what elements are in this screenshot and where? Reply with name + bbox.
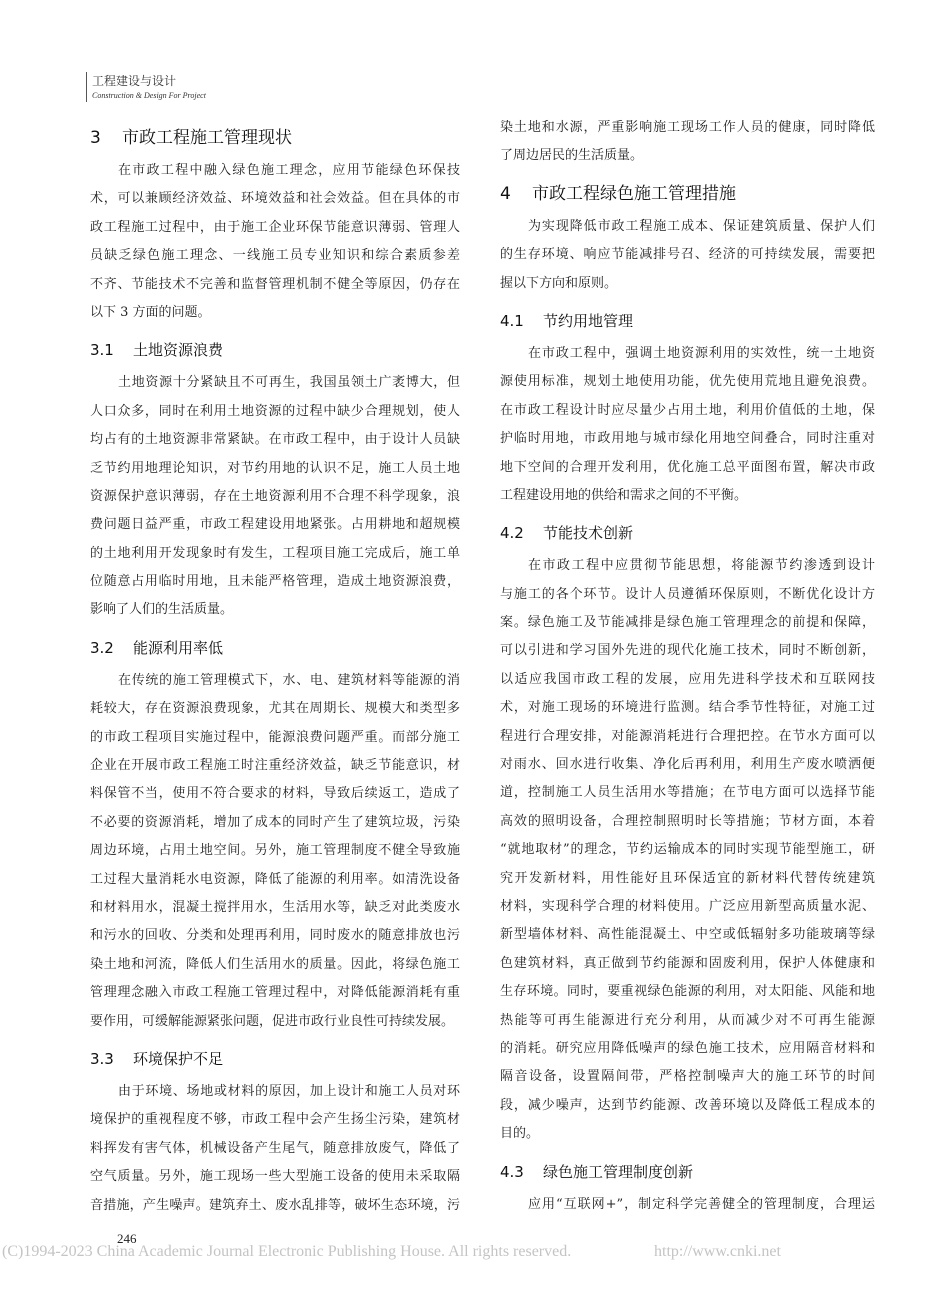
paragraph-line: 新型墙体材料、高性能混凝土、中空或低辐射多功能玻璃等绿 [500, 927, 875, 943]
subsection-heading [500, 1157, 875, 1187]
paragraph-line: 的市政工程项目实施过程中，能源浪费问题严重。而部分施工 [90, 729, 460, 745]
paragraph-line: 工程建设用地的供给和需求之间的不平衡。 [500, 487, 748, 503]
paragraph-line: 的生存环境、响应节能减排号召、经济的可持续发展，需要把 [500, 247, 875, 263]
subsection-number: 4.3 [500, 1162, 524, 1181]
right-column [500, 114, 875, 1219]
section-number: 4 [500, 183, 511, 204]
subsection-number: 4.2 [500, 524, 524, 543]
paragraph [500, 340, 875, 510]
copyright-footer [0, 1241, 950, 1263]
paragraph-line: 位随意占用临时用地，且未能严格管理，造成土地资源浪费， [90, 574, 460, 590]
subsection-title: 绿色施工管理制度创新 [543, 1162, 694, 1181]
page-number: 246 [117, 1231, 137, 1246]
paragraph-line: 道，控制施工人员生活用水等措施；在节电方面可以选择节能 [500, 785, 875, 801]
paragraph-line: 要作用，可缓解能源紧张问题，促进市政行业良性可持续发展。 [90, 1013, 455, 1029]
paragraph-line: 地下空间的合理开发利用，优化施工总平面图布置，解决市政 [500, 459, 875, 475]
paragraph-line: 热能等可再生能源进行充分利用，从而减少对不可再生能源 [500, 1012, 875, 1028]
paragraph-line: 以适应我国市政工程的发展，应用先进科学技术和互联网技 [500, 671, 875, 687]
paragraph-line: 色建筑材料，真正做到节约能源和固废利用，保护人体健康和 [500, 955, 875, 971]
paragraph-line: 人口众多，同时在利用土地资源的过程中缺少合理规划，使人 [90, 403, 460, 419]
subsection-title: 节约用地管理 [543, 311, 634, 330]
paragraph [500, 114, 875, 171]
paragraph-line: 在市政工程中应贯彻节能思想，将能源节约渗透到设计 [528, 558, 875, 574]
subsection-heading [500, 306, 875, 336]
paragraph-line: 对雨水、回水进行收集、净化后再利用，利用生产废水喷洒便 [500, 757, 875, 773]
paragraph-line: 目的。 [500, 1126, 540, 1142]
paragraph-line: 境保护的重视程度不够，市政工程中会产生扬尘污染，建筑材 [90, 1112, 460, 1128]
journal-title-cn: 工程建设与设计 [92, 74, 177, 88]
paragraph-line: 应用“互联网+”，制定科学完善健全的管理制度，合理运 [528, 1196, 875, 1212]
paragraph-line: 音措施，产生噪声。建筑弃土、废水乱排等，破坏生态环境，污 [90, 1197, 460, 1213]
paragraph [90, 1078, 460, 1220]
subsection-number: 4.1 [500, 311, 524, 330]
subsection-title: 土地资源浪费 [133, 341, 224, 360]
paragraph-line: 乏节约用地理论知识，对节约用地的认识不足，施工人员土地 [90, 460, 460, 476]
subsection-number: 3.3 [90, 1049, 114, 1068]
paragraph [500, 552, 875, 1148]
paragraph-line: 和污水的回收、分类和处理再利用，同时废水的随意排放也污 [90, 928, 460, 944]
section-heading [500, 179, 875, 209]
paragraph-line: 影响了人们的生活质量。 [90, 602, 234, 618]
paragraph-line: 在市政工程中融入绿色施工理念，应用节能绿色环保技 [118, 163, 460, 178]
section-title: 市政工程绿色施工管理措施 [532, 183, 736, 204]
paragraph-line: 护临时用地，市政用地与城市绿化用地空间叠合，同时注重对 [500, 431, 875, 447]
paragraph-line: 耗较大，存在资源浪费现象，尤其在周期长、规模大和类型多 [90, 701, 460, 717]
paragraph-line: 均占有的土地资源非常紧缺。在市政工程中，由于设计人员缺 [90, 432, 460, 448]
paragraph-line: 在市政工程设计时应尽量少占用土地，利用价值低的土地，保 [500, 402, 875, 418]
paragraph-line: “就地取材”的理念，节约运输成本的同时实现节能型施工，研 [500, 842, 875, 858]
paragraph-line: 空气质量。另外，施工现场一些大型施工设备的使用未采取隔 [90, 1169, 460, 1185]
paragraph-line: 术，可以兼顾经济效益、环境效益和社会效益。但在具体的市 [90, 191, 460, 207]
paragraph-line: 不必要的资源消耗，增加了成本的同时产生了建筑垃圾，污染 [90, 814, 460, 830]
subsection-number: 3.1 [90, 341, 114, 360]
copyright-notice: (C)1994-2023 China Academic Journal Electronic Publishing House. All rights reserved. [2, 1243, 572, 1260]
paragraph-line: 周边环境，占用土地空间。另外，施工管理制度不健全导致施 [90, 843, 460, 859]
paragraph-line: 工过程大量消耗水电资源，降低了能源的利用率。如清洗设备 [90, 871, 460, 887]
paragraph-line: 为实现降低市政工程施工成本、保证建筑质量、保护人们 [528, 218, 875, 234]
paragraph [90, 667, 460, 1036]
paragraph-line: 在传统的施工管理模式下，水、电、建筑材料等能源的消 [118, 672, 460, 688]
paragraph-line: 案。绿色施工及节能减排是绿色施工管理理念的前提和保障， [500, 615, 875, 631]
left-column [90, 114, 460, 1220]
section-heading [90, 123, 460, 153]
section-title: 市政工程施工管理现状 [122, 128, 292, 148]
paragraph-line: 的消耗。研究应用降低噪声的绿色施工技术，应用隔音材料和 [500, 1040, 875, 1056]
paragraph-line: 染土地和水源，严重影响施工现场工作人员的健康，同时降低 [500, 120, 875, 135]
paragraph-line: 隔音设备，设置隔间带，严格控制噪声大的施工环节的时间 [500, 1069, 875, 1085]
paragraph-line: 了周边居民的生活质量。 [500, 148, 644, 164]
paragraph-line: 员缺乏绿色施工理念、一线施工员专业知识和综合素质参差 [90, 248, 460, 264]
paragraph-line: 费问题日益严重，市政工程建设用地紧张。占用耕地和超规模 [90, 517, 460, 533]
paragraph-line: 不齐、节能技术不完善和监督管理机制不健全等原因，仍存在 [90, 276, 460, 292]
paragraph-line: 究开发新材料，用性能好且环保适宜的新材料代替传统建筑 [500, 870, 875, 886]
paragraph-line: 企业在开展市政工程施工时注重经济效益，缺乏节能意识，材 [90, 758, 460, 774]
paragraph-line: 材料，实现科学合理的材料使用。广泛应用新型高质量水泥、 [500, 898, 875, 914]
journal-title-en: Construction & Design For Project [92, 91, 206, 100]
paragraph-line: 在市政工程中，强调土地资源利用的实效性，统一土地资 [528, 345, 875, 361]
subsection-title: 环境保护不足 [133, 1049, 224, 1068]
paragraph [90, 369, 460, 625]
subsection-title: 能源利用率低 [133, 638, 224, 657]
paragraph [500, 213, 875, 298]
paragraph-line: 的土地利用开发现象时有发生，工程项目施工完成后，施工单 [90, 545, 460, 561]
paragraph [500, 1191, 875, 1219]
paragraph-line: 资源保护意识薄弱，存在土地资源利用不合理不科学现象，浪 [90, 488, 460, 504]
paragraph-line: 染土地和河流，降低人们生活用水的质量。因此，将绿色施工 [90, 956, 460, 972]
paragraph-line: 可以引进和学习国外先进的现代化施工技术，同时不断创新， [500, 643, 875, 659]
subsection-title: 节能技术创新 [543, 524, 634, 543]
subsection-heading [500, 518, 875, 548]
subsection-number: 3.2 [90, 638, 114, 657]
cnki-url: http://www.cnki.net [654, 1243, 781, 1260]
paragraph-line: 生存环境。同时，要重视绿色能源的利用，对太阳能、风能和地 [500, 984, 875, 1000]
subsection-heading [90, 633, 460, 663]
paragraph-line: 程进行合理安排，对能源消耗进行合理把控。在节水方面可以 [500, 728, 875, 744]
paragraph-line: 料保管不当，使用不符合要求的材料，导致后续返工，造成了 [90, 786, 460, 802]
journal-header [86, 72, 206, 102]
paragraph [90, 157, 460, 327]
paragraph-line: 与施工的各个环节。设计人员遵循环保原则，不断优化设计方 [500, 586, 875, 602]
paragraph-line: 以下 3 方面的问题。 [90, 304, 211, 320]
paragraph-line: 源使用标准，规划土地使用功能，优先使用荒地且避免浪费。 [500, 374, 875, 390]
paragraph-line: 握以下方向和原则。 [500, 275, 618, 291]
subsection-heading [90, 335, 460, 365]
subsection-heading [90, 1044, 460, 1074]
paragraph-line: 由于环境、场地或材料的原因，加上设计和施工人员对环 [118, 1083, 460, 1099]
paragraph-line: 和材料用水，混凝土搅拌用水，生活用水等，缺乏对此类废水 [90, 899, 460, 915]
paragraph-line: 高效的照明设备，合理控制照明时长等措施；节材方面，本着 [500, 813, 875, 829]
paragraph-line: 段，减少噪声，达到节约能源、改善环境以及降低工程成本的 [500, 1097, 875, 1113]
paragraph-line: 术，对施工现场的环境进行监测。结合季节性特征，对施工过 [500, 700, 875, 716]
paragraph-line: 政工程施工过程中，由于施工企业环保节能意识薄弱、管理人 [90, 219, 460, 235]
paragraph-line: 管理理念融入市政工程施工管理过程中，对降低能源消耗有重 [90, 985, 460, 1001]
section-number: 3 [90, 128, 101, 148]
paragraph-line: 料挥发有害气体，机械设备产生尾气，随意排放废气，降低了 [90, 1140, 460, 1156]
paragraph-line: 土地资源十分紧缺且不可再生，我国虽领土广袤博大，但 [118, 375, 460, 391]
